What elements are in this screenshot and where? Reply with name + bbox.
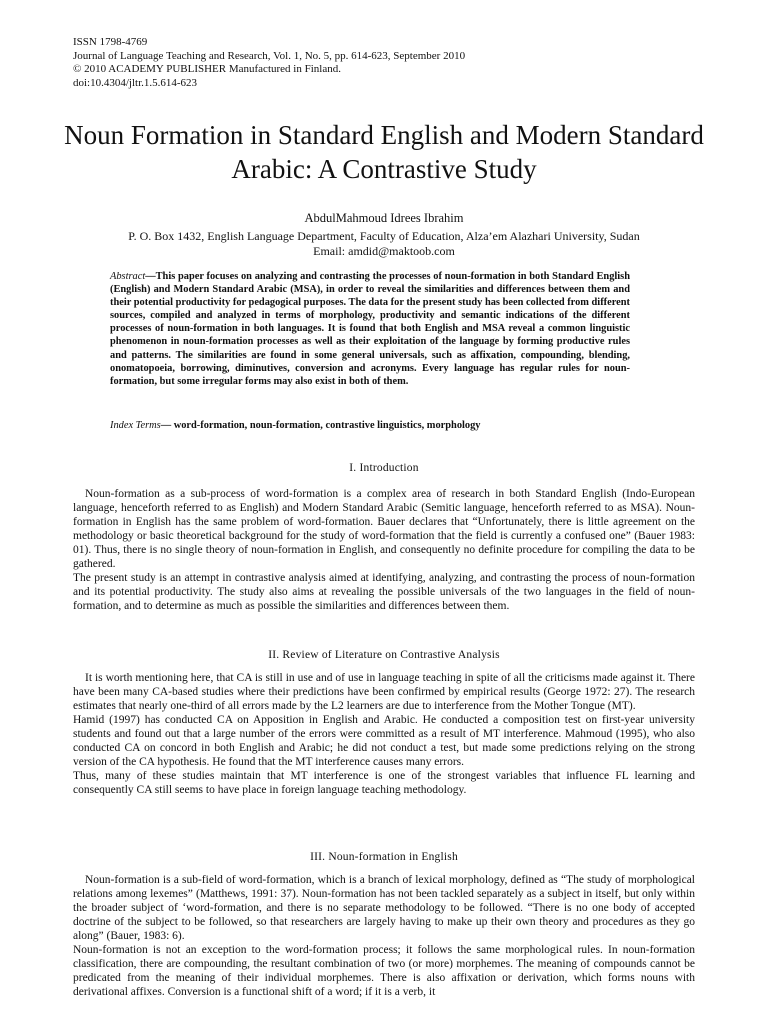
- section-heading-introduction: I. Introduction: [349, 462, 419, 474]
- index-terms: [110, 420, 650, 431]
- journal-header: [73, 36, 465, 90]
- author-affiliation: P. O. Box 1432, English Language Department, Faculty of Education, Alza’em Alazhari University, Sudan: [128, 229, 640, 243]
- journal-citation: Journal of Language Teaching and Research, Vol. 1, No. 5, pp. 614-623, September 2010: [73, 49, 466, 62]
- index-terms-text: — word-formation, noun-formation, contrastive linguistics, morphology: [160, 420, 481, 431]
- copyright-line: © 2010 ACADEMY PUBLISHER Manufactured in Finland.: [73, 63, 341, 75]
- paper-title: Noun Formation in Standard English and Modern Standard Arabic: A Contrastive Study: [64, 120, 704, 184]
- paragraph: Thus, many of these studies maintain that MT interference is one of the strongest variables that influence FL learning and consequently CA still seems to have place in foreign language teaching methodology.: [73, 770, 695, 796]
- author-name: AbdulMahmoud Idrees Ibrahim: [304, 211, 464, 225]
- paragraph: The present study is an attempt in contrastive analysis aimed at identifying, analyzing, and contrasting the process of noun-formation and its potential productivity. The study also aims at revealing the possible universals of the two languages in the field of noun-formation, and to determine as much as possible the similarities and differences between them.: [73, 572, 695, 612]
- issn: ISSN 1798-4769: [73, 36, 148, 48]
- author-affiliation-block: [0, 229, 768, 259]
- paragraph: Noun-formation is not an exception to the word-formation process; it follows the same morphological rules. In noun-formation classification, there are compounding, the resultant combination of two (or more) morphemes. The meaning of compounds cannot be predicated from the meaning of their individual morphemes. There is also affixation or derivation, which forms nouns with derivational affixes. Conversion is a functional shift of a word; if it is a verb, it: [73, 944, 695, 998]
- abstract-label: Abstract: [110, 271, 146, 282]
- section-body-noun-formation-english: [73, 873, 695, 999]
- author-email: Email: amdid@maktoob.com: [313, 244, 455, 258]
- paragraph: Noun-formation as a sub-process of word-formation is a complex area of research in both Standard English (Indo-European language, henceforth referred to as English) and Modern Standard Arabic (Semitic language, henceforth referred to as MSA). Noun-formation in English has the same problem of word-formation. Bauer declares that “Unfortunately, there is little agreement on the methodology or basic theoretical background for the study of word-formation that the field is currently a confused one” (Bauer 1983: 01). Thus, there is no single theory of noun-formation in English, and consequently no definite procedure for compiling the data to be gathered.: [73, 488, 695, 570]
- section-body-literature-review: [73, 671, 695, 797]
- paragraph: Noun-formation is a sub-field of word-formation, which is a branch of lexical morphology, defined as “The study of morphological relations among lexemes” (Matthews, 1991: 37). Noun-formation has not been tackled separately as a subject in itself, but only within the broader subject of ‘word-formation, and there is no separate methodology to be followed. “There is no one body of accepted doctrine of the subject to be followed, so that researchers are largely having to make up their own theory and procedures as they go along” (Bauer, 1983: 6).: [73, 874, 695, 942]
- section-heading-noun-formation-english: III. Noun-formation in English: [310, 851, 458, 863]
- section-heading-literature-review: II. Review of Literature on Contrastive Analysis: [268, 649, 500, 661]
- abstract: [110, 270, 630, 388]
- paragraph: It is worth mentioning here, that CA is still in use and of use in language teaching in spite of all the criticisms made against it. There have been many CA-based studies where their predictions have been confirmed by empirical results (George 1972: 27). The research estimates that nearly one-third of all errors made by the L2 learners are due to interference from the Mother Tongue (MT).: [73, 672, 695, 712]
- paragraph: Hamid (1997) has conducted CA on Apposition in English and Arabic. He conducted a composition test on first-year university students and found out that a large number of the errors were committed as a result of MT interference. Mahmoud (1995), who also conducted CA on concord in both English and Arabic; he did not conduct a test, but made some predictions relying on the strong version of the CA hypothesis. He found that the MT interference causes many errors.: [73, 714, 695, 768]
- section-body-introduction: [73, 487, 695, 613]
- index-terms-label: Index Terms: [110, 420, 161, 431]
- doi: doi:10.4304/jltr.1.5.614-623: [73, 76, 198, 89]
- abstract-text: —This paper focuses on analyzing and contrasting the processes of noun-formation in both Standard English (English) and Modern Standard Arabic (MSA), in order to reveal the similarities and differences between them and their potential productivity for pedagogical purposes. The data for the present study has been collected from different sources, compiled and analyzed in terms of morphology, productivity and semantic indications of the different processes of noun-formation in both languages. It is found that both English and MSA reveal a common linguistic phenomenon in noun-formation processes as well as their exploitation of the language by forming productive rules and patterns. The similarities are found in some general universals, such as affixation, compounding, blending, onomatopoeia, borrowing, diminutives, conversion and acronyms. Every language has regular rules for noun-formation, but some irregular forms may also exist in both of them.: [110, 271, 631, 387]
